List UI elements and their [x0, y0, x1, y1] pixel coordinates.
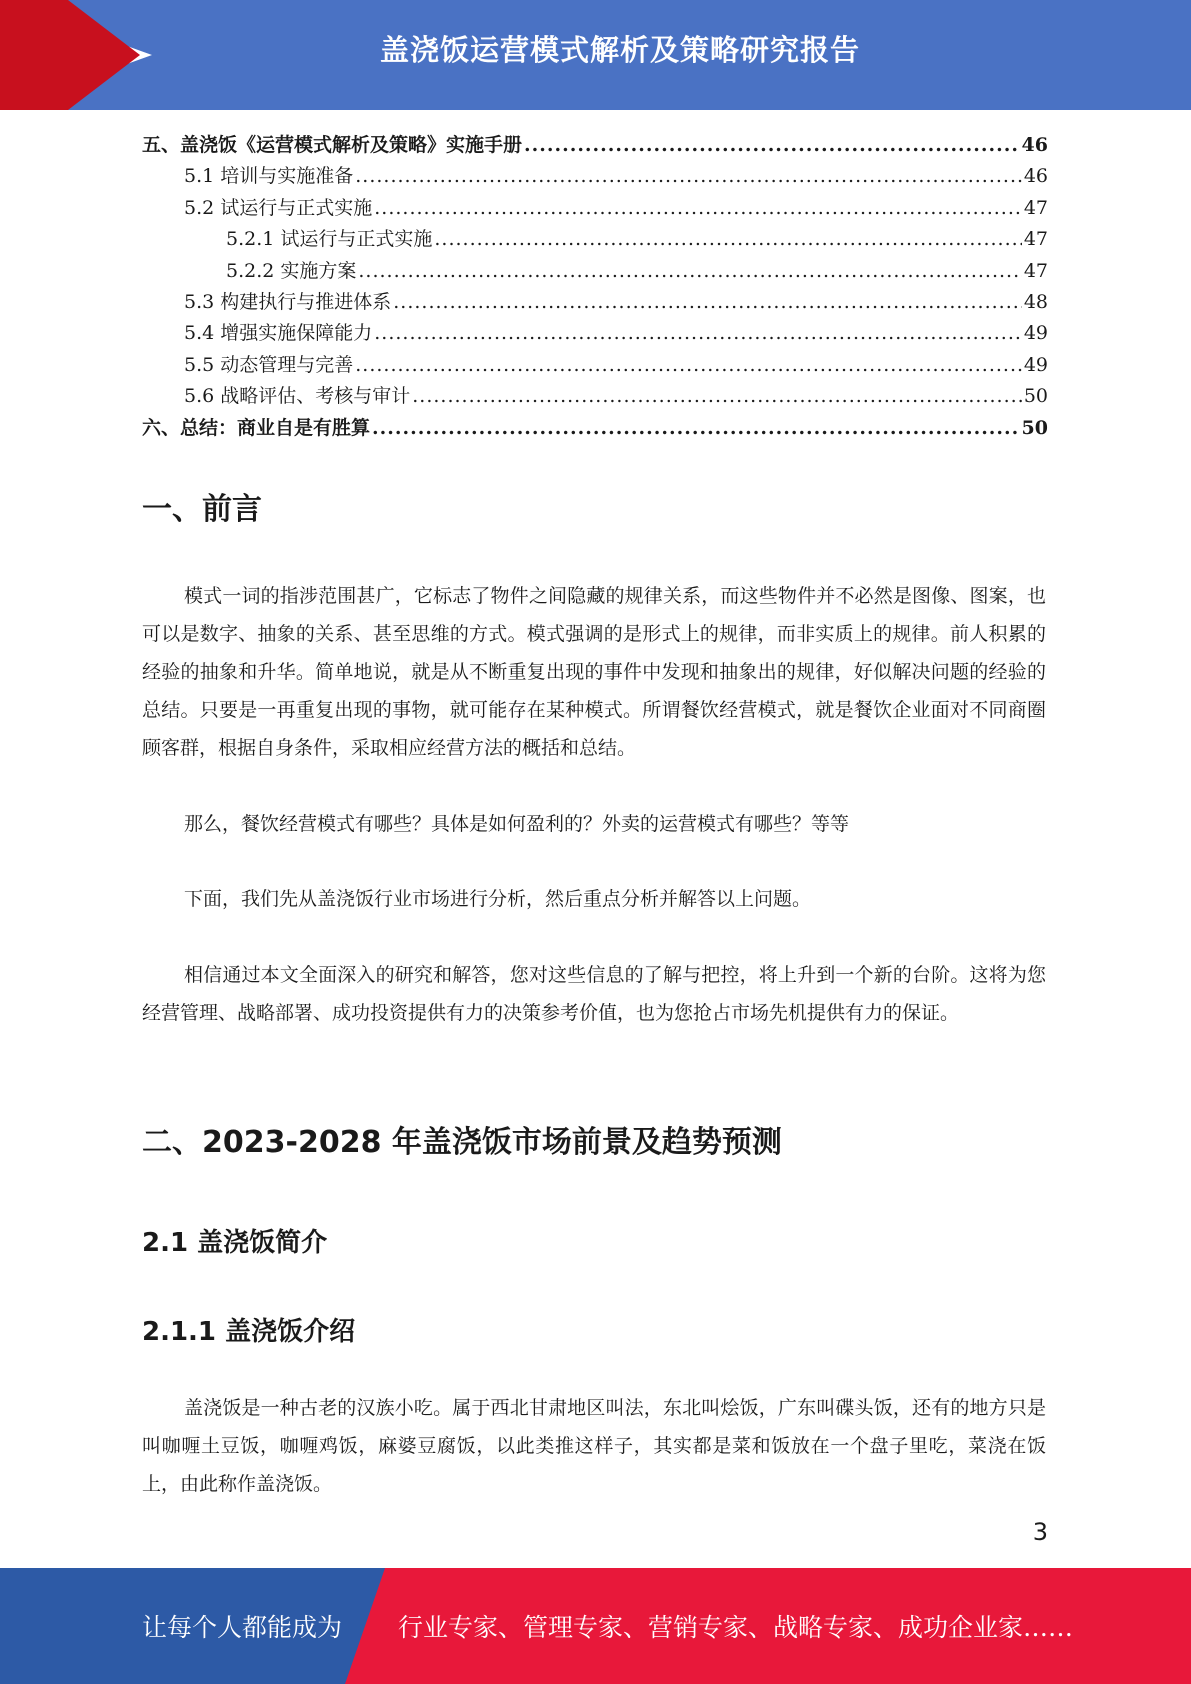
toc-leader-dots	[434, 224, 1021, 255]
toc-entry-title: 六、总结：商业自是有胜算	[142, 416, 371, 439]
toc-entry-title: 5.2.2 实施方案	[226, 259, 357, 282]
toc-leader-dots	[524, 130, 1020, 161]
toc-entry-title: 5.2 试运行与正式实施	[184, 196, 373, 219]
page-number: 3	[1032, 1518, 1048, 1546]
toc-entry[interactable]	[142, 193, 1048, 224]
toc-entry-page: 46	[1023, 165, 1048, 188]
page-header	[0, 0, 1191, 110]
toc-entry-title: 5.2.1 试运行与正式实施	[226, 228, 433, 251]
paragraph: 那么，餐饮经营模式有哪些？具体是如何盈利的？外卖的运营模式有哪些？等等	[184, 813, 850, 835]
subsection-heading: 2.1 盖浇饭简介	[142, 1228, 328, 1258]
toc-entry-title: 5.5 动态管理与完善	[184, 353, 354, 376]
toc-entry-page: 49	[1023, 353, 1048, 376]
toc-entry-title: 5.1 培训与实施准备	[184, 165, 354, 188]
toc-entry-title: 五、盖浇饭《运营模式解析及策略》实施手册	[142, 134, 523, 156]
toc-entry-page: 50	[1023, 385, 1048, 408]
toc-leader-dots	[372, 413, 1020, 444]
toc-entry-page: 49	[1023, 322, 1048, 345]
toc-entry-title: 5.6 战略评估、考核与审计	[184, 385, 411, 408]
table-of-contents	[142, 130, 1048, 444]
paragraph: 模式一词的指涉范围甚广，它标志了物件之间隐藏的规律关系，而这些物件并不必然是图像、图案，也可以是数字、抽象的关系、甚至思维的方式。模式强调的是形式上的规律，而非实质上的规律。前人积累的经验的抽象和升华。简单地说，就是从不断重复出现的事件中发现和抽象出的规律，好似解决问题的经验的总结。只要是一再重复出现的事物，就可能存在某种模式。所谓餐饮经营模式，就是餐饮企业面对不同商圈顾客群，根据自身条件，采取相应经营方法的概括和总结。	[142, 585, 1046, 759]
toc-leader-dots	[358, 256, 1021, 287]
toc-entry[interactable]	[142, 161, 1048, 192]
toc-entry[interactable]	[142, 318, 1048, 349]
document-title: 盖浇饭运营模式解析及策略研究报告	[379, 33, 860, 67]
toc-leader-dots	[374, 318, 1022, 349]
toc-entry-page: 47	[1023, 259, 1048, 282]
toc-leader-dots	[374, 193, 1022, 224]
toc-leader-dots	[355, 161, 1022, 192]
toc-entry[interactable]	[142, 130, 1048, 161]
paragraph: 盖浇饭是一种古老的汉族小吃。属于西北甘肃地区叫法，东北叫烩饭，广东叫碟头饭，还有的地方只是叫咖喱土豆饭，咖喱鸡饭，麻婆豆腐饭，以此类推这样子，其实都是菜和饭放在一个盘子里吃，菜浇在饭上，由此称作盖浇饭。	[142, 1397, 1046, 1495]
toc-entry[interactable]	[142, 287, 1048, 318]
toc-entry[interactable]	[142, 256, 1048, 287]
toc-entry[interactable]	[142, 381, 1048, 412]
page-footer	[0, 1568, 1191, 1684]
toc-entry-page: 48	[1023, 290, 1048, 313]
toc-entry[interactable]	[142, 350, 1048, 381]
toc-entry[interactable]	[142, 413, 1048, 444]
toc-leader-dots	[393, 287, 1022, 318]
toc-entry-page: 50	[1021, 416, 1048, 439]
section-heading-market: 二、2023-2028 年盖浇饭市场前景及趋势预测	[142, 1125, 782, 1160]
toc-leader-dots	[355, 350, 1022, 381]
toc-entry[interactable]	[142, 224, 1048, 255]
footer-slogan-right: 行业专家、管理专家、营销专家、战略专家、成功企业家……	[398, 1613, 1074, 1642]
section-heading-preface: 一、前言	[142, 492, 262, 527]
toc-entry-title: 5.4 增强实施保障能力	[184, 322, 373, 345]
toc-entry-page: 47	[1023, 196, 1048, 219]
toc-leader-dots	[412, 381, 1022, 412]
subsection-heading: 2.1.1 盖浇饭介绍	[142, 1317, 356, 1347]
paragraph: 相信通过本文全面深入的研究和解答，您对这些信息的了解与把控，将上升到一个新的台阶。这将为您经营管理、战略部署、成功投资提供有力的决策参考价值，也为您抢占市场先机提供有力的保证。	[142, 964, 1046, 1024]
toc-entry-page: 47	[1023, 228, 1048, 251]
paragraph: 下面，我们先从盖浇饭行业市场进行分析，然后重点分析并解答以上问题。	[184, 888, 812, 910]
toc-entry-title: 5.3 构建执行与推进体系	[184, 290, 392, 313]
footer-slogan-left: 让每个人都能成为	[142, 1613, 343, 1642]
toc-entry-page: 46	[1021, 134, 1048, 156]
